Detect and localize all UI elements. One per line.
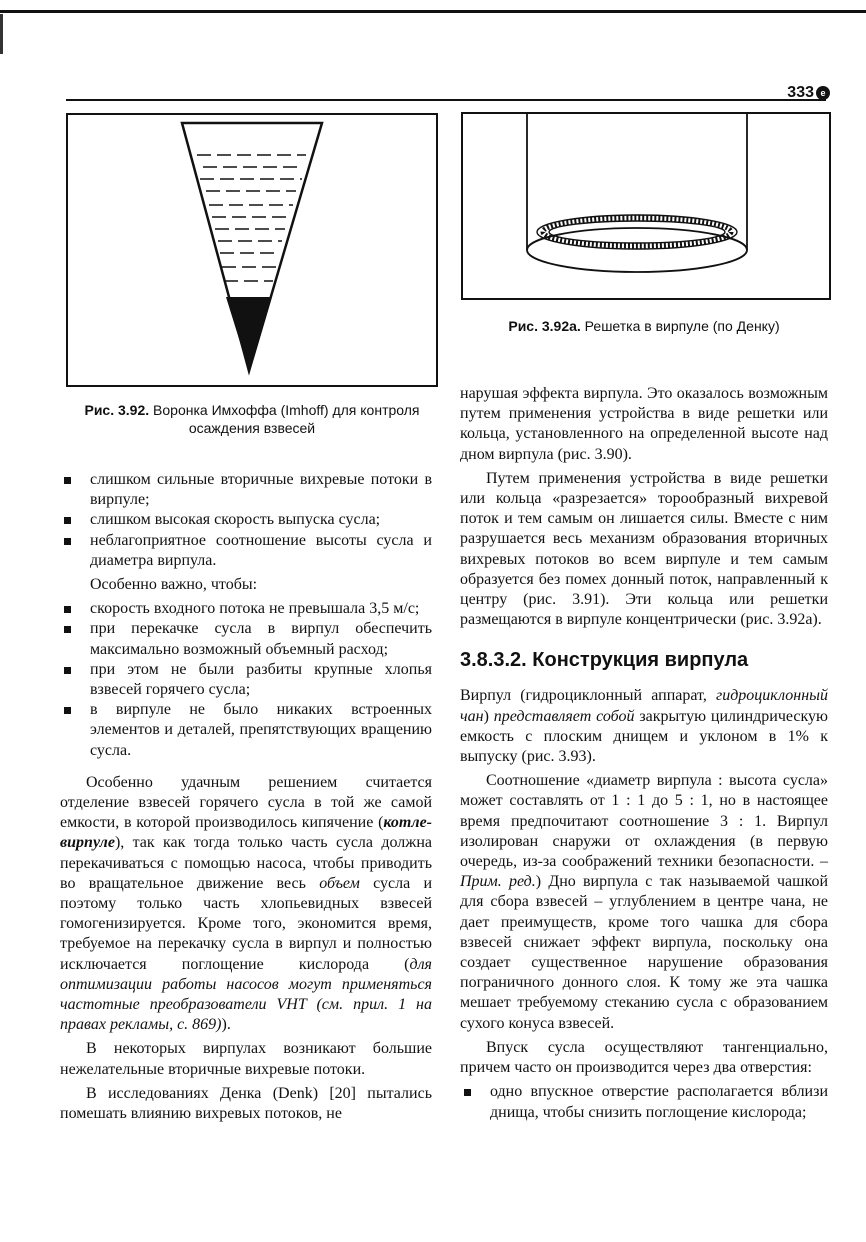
text-run: закрытую цилиндрическую емкость с плоским днищем и уклоном в 1% к выпуску (рис. 3.93). — [460, 707, 829, 766]
list-item: при этом не были разбиты крупные хлопья взвесей горячего сусла; — [60, 660, 432, 700]
list-item: одно впускное отверстие располагается вблизи днища, чтобы снизить поглощение кислорода; — [460, 1082, 828, 1122]
emphasis-represents: представляет собой — [493, 707, 635, 725]
figure-ring-label: Рис. 3.92а. — [508, 318, 581, 334]
figure-ring-box — [461, 112, 831, 300]
figure-ring-caption-text: Решетка в вирпуле (по Денку) — [580, 318, 780, 334]
editor-note: Прим. ред. — [460, 873, 536, 891]
scan-corner-mark — [0, 14, 3, 54]
list-item: при перекачке сусла в вирпул обеспечить максимально возможный объемный расход; — [60, 619, 432, 659]
emphasis-volume: объем — [319, 874, 360, 892]
term-kettle-whirlpool: котле-вирпуле — [60, 814, 432, 852]
page-number: 333 — [787, 84, 814, 101]
requirements-intro: Особенно важно, чтобы: — [90, 576, 258, 594]
paragraph-wort-inlet: Впуск сусла осуществляют тангенциально, причем часто он производится через два отверстия: — [460, 1038, 828, 1077]
conditions-list — [60, 470, 432, 571]
list-item: неблагоприятное соотношение высоты сусла и диаметра вирпула. — [60, 531, 432, 571]
figure-funnel-caption-line2: осаждения взвесей — [188, 420, 316, 436]
list-item: слишком сильные вторичные вихревые потоки в вирпуле; — [60, 470, 432, 510]
figure-funnel-label: Рис. 3.92. — [84, 402, 150, 418]
requirements-list — [60, 599, 432, 761]
paragraph-secondary-vortex: В некоторых вирпулах возникают большие нежелательные вторичные вихревые потоки. — [60, 1040, 432, 1078]
advert-note: для оптимизации работы насосов могут применяться частотные преобразователи VHT (см. прил. 1 на правах рекламы, с. 869) — [60, 955, 432, 1034]
paragraph-ring-solution: нарушая эффекта вирпула. Это оказалось возможным путем применения устройства в виде решетки или кольца, установленного на определенной высоте над дном вирпула (рис. 3.90). — [460, 385, 828, 463]
text-run: ), так как тогда только часть сусла должна перекачиваться с помощью насоса, чтобы приводить во вращательное движение весь — [60, 834, 432, 892]
left-column — [60, 470, 432, 1124]
top-scan-rule — [0, 10, 866, 13]
inlet-list — [460, 1082, 828, 1122]
figure-funnel-caption-line1: Воронка Имхоффа (Imhoff) для контроля — [149, 402, 420, 418]
figure-funnel-box — [66, 113, 438, 387]
text-run: ) Дно вирпула с так называемой чашкой для сбора взвесей – углублением в центре чана, не дает преимуществ, кроме того чашка для сбора взвесей снижает эффект вирпула, поскольку она создает существенное нарушение образования пограничного донного слоя. К тому же эта чашка мешает требуемому стеканию сусла с образованием сухого конуса взвесей. — [460, 873, 829, 1032]
paragraph-kettle-whirlpool — [60, 773, 432, 1036]
header-rule — [66, 99, 826, 101]
paragraph-ratio — [460, 771, 828, 1034]
page-marker-icon: e — [816, 86, 830, 100]
paragraph-denk-research: В исследованиях Денка (Denk) [20] пытались помешать влиянию вихревых потоков, не — [60, 1084, 432, 1123]
list-item: скорость входного потока не превышала 3,5 м/с; — [60, 599, 432, 619]
imhoff-funnel-illustration — [68, 115, 436, 385]
text-run: Особенно удачным решением считается отделение взвесей горячего сусла в той же самой емкости, в которой производилось кипячение ( — [60, 773, 432, 832]
list-item: слишком высокая скорость выпуска сусла; — [60, 510, 432, 530]
figure-ring-caption — [461, 317, 827, 335]
text-run: Соотношение «диаметр вирпула : высота сусла» может составлять от 1 : 1 до 5 : 1, но в настоящее время предпочитают соотношение 3 : 1. Вирпул изолирован снаружи от охлаждения (в первую очередь, из-за соображений техники безопасности. – — [460, 772, 828, 871]
text-run: Вирпул (гидроциклонный аппарат, — [460, 687, 716, 705]
figure-funnel-caption — [66, 401, 438, 437]
paragraph-ring-effect: Путем применения устройства в виде решетки или кольца «разрезается» торообразный вихревой поток и тем самым он лишается силы. Вместе с ним разрушается весь механизм образования вторичных вихревых потоков во всем вирпуле и тем самым образуется без помех донный поток, направленный к центру (рис. 3.91). Эти кольца или решетки размещаются в вирпуле концентрически (рис. 3.92а). — [460, 469, 828, 629]
right-column — [460, 384, 828, 1123]
paragraph-whirlpool-definition — [460, 686, 828, 767]
section-title: 3.8.3.2. Конструкция вирпула — [460, 649, 749, 672]
text-run: ). — [221, 1016, 231, 1034]
text-run: ) — [483, 707, 494, 725]
list-item: в вирпуле не было никаких встроенных элементов и деталей, препятствующих вращению сусла. — [60, 700, 432, 761]
term-hydrocyclone-vat: гидроциклонный чан — [460, 687, 828, 725]
text-run: сусла и поэтому только часть хлопьевидных взвесей гомогенизируется. Кроме того, экономится время, требуемое на перекачку сусла в вирпул и полностью исключается поглощение кислорода ( — [60, 874, 433, 973]
whirlpool-ring-illustration — [463, 114, 829, 298]
